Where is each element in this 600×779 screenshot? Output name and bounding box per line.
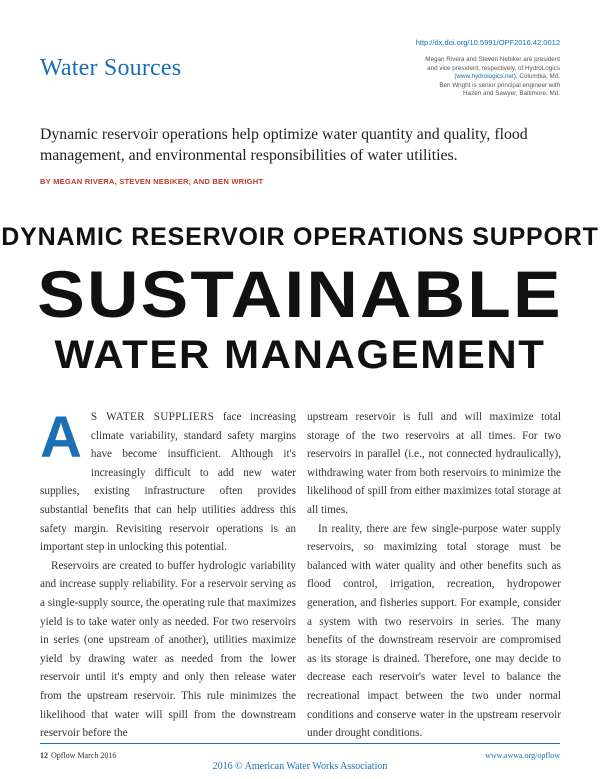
doi-link[interactable]: http://dx.doi.org/10.5991/OPF2016.42.0012 [415, 38, 560, 47]
body-paragraph: In reality, there are few single-purpose water supply reservoirs, so maximizing total storage must be balanced with water quality and other benefits such as flood control, irrigation, recreation, hydropower generation, and fisheries support. For example, consider a system with two reservoirs in series. The many benefits of the downstream reservoir are compromised as its storage is drained. Therefore, one may decide to decrease each reservoir's water level to balance the recreational impact between the two under normal conditions and conserve water in the upstream reservoir under drought conditions. [307, 522, 561, 740]
copyright-notice: 2016 © American Water Works Association [212, 761, 388, 772]
headline-main: SUSTAINABLE [37, 257, 563, 331]
bio-line: Megan Rivera and Steven Nebiker are president [425, 56, 560, 63]
bio-line: Ben Wright is senior principal engineer with [439, 81, 560, 89]
footer-url-link[interactable]: www.awwa.org/opflow [485, 751, 560, 760]
drop-cap: A [40, 405, 82, 470]
paragraph-text: face increasing climate variability, standard safety margins have become insufficient. Although it's increasingly difficult to add new water supplies, existing infrastructure often provides substantial benefits that can help utilities address this safety margin. Revisiting reservoir operations is an important step in unlocking this potential. [40, 411, 296, 554]
footer-folio [40, 751, 116, 760]
body-column-left [40, 405, 296, 743]
body-column-right [307, 408, 561, 743]
footer-divider [40, 743, 560, 744]
bio-line [360, 73, 560, 82]
publication-issue: Opflow March 2016 [51, 751, 117, 760]
bio-line: Hazen and Sawyer, Baltimore, Md. [463, 90, 560, 98]
body-paragraph [40, 405, 296, 557]
author-bio [360, 56, 560, 99]
page-number: 12 [40, 751, 48, 760]
body-paragraph: Reservoirs are created to buffer hydrologic variability and increase supply reliability. For a reservoir serving as a single-supply source, the operating rule that maximizes yield is to take water only as needed. For two reservoirs in series (one upstream of another), utilities maximize yield by drawing water as needed from the lower reservoir until it's empty and only then release water from the upstream reservoir. This rule minimizes the likelihood that water will spill from the downstream reservoir before the [40, 559, 296, 740]
headline-sub: WATER MANAGEMENT [54, 333, 546, 377]
section-title: Water Sources [40, 55, 182, 81]
headline-kicker: DYNAMIC RESERVOIR OPERATIONS SUPPORT [1, 223, 599, 251]
body-paragraph: upstream reservoir is full and will maximize total storage of the two reservoirs at all times. For two reservoirs in parallel (i.e., not connected hydraulically), withdrawing water from both reservoirs to minimize the likelihood of spill from either maximizes total storage at all times. [307, 411, 561, 516]
hydrologics-link[interactable]: (www.hydrologics.net) [454, 73, 516, 81]
bio-line-suffix: , Columbia, Md. [515, 73, 560, 81]
bio-line: and vice president, respectively, of HydroLogics [427, 64, 560, 72]
lead-in-caps: S WATER SUPPLIERS [90, 411, 215, 423]
byline: BY MEGAN RIVERA, STEVEN NEBIKER, AND BEN WRIGHT [40, 177, 264, 186]
article-deck: Dynamic reservoir operations help optimize water quantity and quality, flood management, and environmental responsibilities of water utilities. [40, 126, 528, 164]
